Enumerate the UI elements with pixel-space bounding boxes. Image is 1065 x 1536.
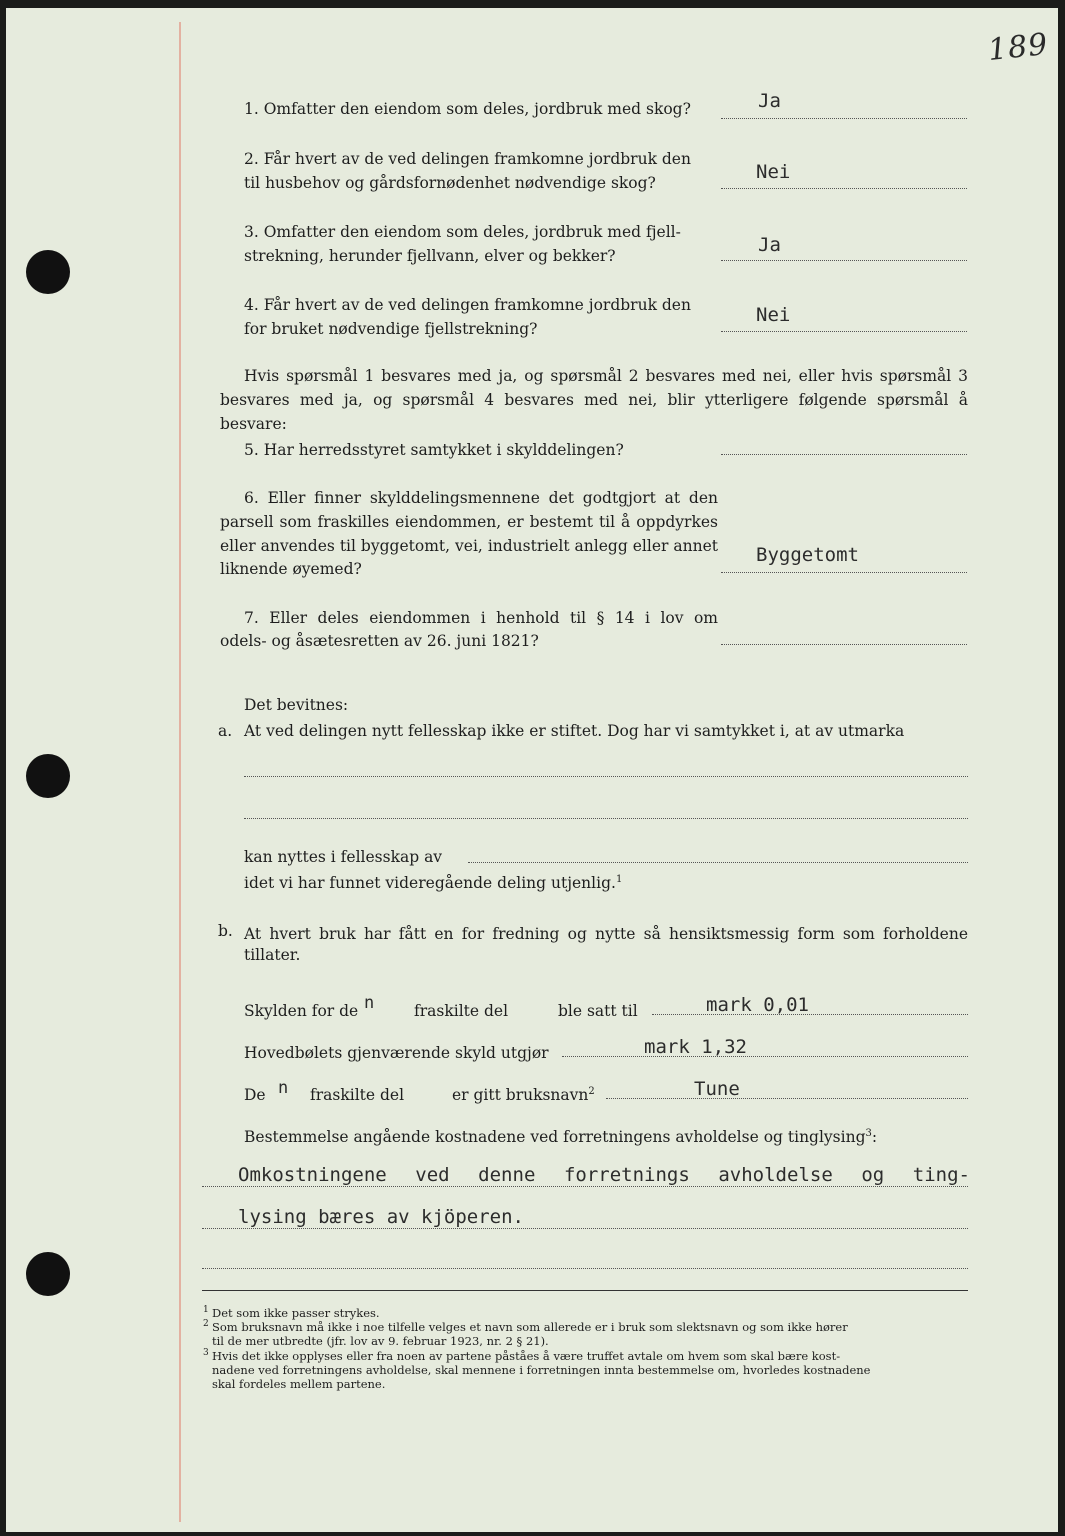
question-2-line-2: til husbehov og gårdsfornødenhet nødvendige skog? [244,174,656,192]
margin-line [179,22,181,1522]
item-a-text: At ved delingen nytt fellesskap ikke er stiftet. Dog har vi samtykket i, at av utmarka [244,722,905,740]
answer-line [721,260,967,261]
question-2-line-1: 2. Får hvert av de ved delingen framkomne jordbruk den [244,150,691,168]
answer-2: Nei [756,161,791,183]
answer-line [721,331,967,332]
fraskilte-label: fraskilte del [414,1002,509,1020]
footnote-2: 2 Som bruksnavn må ikke i noe tilfelle velges et navn som allerede er i bruk som slektsnavn og som ikke hører til de mer utbredte (jfr. lov av 9. februar 1923, nr. 2 § 21). [203,1319,848,1348]
handwritten-n: n [278,1078,289,1098]
item-b-letter: b. [218,922,233,940]
answer-line [721,454,967,455]
question-6-line-3: eller anvendes til byggetomt, vei, industrielt anlegg eller annet [220,537,718,555]
hovedbol-label: Hovedbølets gjenværende skyld utgjør [244,1044,549,1062]
item-a-line-2: kan nyttes i fellesskap av [244,848,443,866]
question-6-line-1: 6. Eller finner skylddelingsmennene det godtgjort at den [244,489,718,507]
question-4-line-1: 4. Får hvert av de ved delingen framkomne jordbruk den [244,296,691,314]
bruksnavn-value: Tune [694,1078,740,1100]
answer-6: Byggetomt [756,544,859,566]
punch-hole [26,754,70,798]
question-3-line-2: strekning, herunder fjellvann, elver og bekker? [244,247,616,265]
page-number: 189 [986,26,1050,69]
footnote-1: 1 Det som ikke passer strykes. [203,1305,380,1320]
bruksnavn-label: er gitt bruksnavn$^2$ [452,1086,595,1105]
condition-line-1: Hvis spørsmål 1 besvares med ja, og spørsmål 2 besvares med nei, eller hvis spørsmål 3 [244,367,968,385]
condition-line-2: besvares med ja, og spørsmål 4 besvares med nei, blir ytterligere følgende spørsmål å besvare: [220,391,968,433]
punch-hole [26,250,70,294]
de-label: De [244,1086,266,1104]
item-b-line-2: tillater. [244,946,301,964]
question-3-line-1: 3. Omfatter den eiendom som deles, jordbruk med fjell- [244,223,681,241]
answer-line [721,188,967,189]
answer-line [721,572,967,573]
question-4-line-2: for bruket nødvendige fjellstrekning? [244,320,538,338]
answer-line [721,118,967,119]
skyld-value: mark 0,01 [706,994,809,1016]
kostnad-label: Bestemmelse angående kostnadene ved forretningens avholdelse og tinglysing$^3$: [244,1128,878,1147]
footnote-rule [202,1290,968,1291]
question-1: 1. Omfatter den eiendom som deles, jordbruk med skog? [244,100,691,118]
blank-line [202,1186,968,1187]
footnote-3: 3 Hvis det ikke opplyses eller fra noen av partene påståes å være truffet avtale om hvem som skal bære kost- nadene ved forretningens avholdelse, skal mennene i forretningen innta bestemmelse om, hvorledes kostnadene skal fordeles mellem partene. [203,1348,871,1391]
punch-hole [26,1252,70,1296]
kostnad-text-line-1: Omkostningene ved denne forretnings avholdelse og ting- [238,1164,970,1186]
answer-1: Ja [758,90,781,112]
handwritten-n: n [364,993,375,1013]
hovedbol-value: mark 1,32 [644,1036,747,1058]
skyld-label: Skylden for de [244,1002,359,1020]
blank-line [468,862,968,863]
fraskilte-del-label: fraskilte del [310,1086,405,1104]
blank-line [202,1228,968,1229]
question-6-line-2: parsell som fraskilles eiendommen, er bestemt til å oppdyrkes [220,513,718,531]
question-7-line-1: 7. Eller deles eiendommen i henhold til § 14 i lov om [244,609,718,627]
answer-3: Ja [758,234,781,256]
answer-line [721,644,967,645]
question-7-line-2: odels- og åsætesretten av 26. juni 1821? [220,632,539,650]
blank-line [244,818,968,819]
bevitnes-heading: Det bevitnes: [244,696,349,714]
question-6-line-4: liknende øyemed? [220,560,362,578]
item-a-letter: a. [218,722,233,740]
kostnad-text-line-2: lysing bæres av kjöperen. [238,1206,524,1228]
item-b-line-1: At hvert bruk har fått en for fredning og nytte så hensiktsmessig form som forholdene [244,925,968,943]
blank-line [202,1268,968,1269]
item-a-line-3: idet vi har funnet videregående deling utjenlig.$^1$ [244,874,623,893]
answer-line [606,1098,968,1099]
question-5: 5. Har herredsstyret samtykket i skylddelingen? [244,441,624,459]
answer-4: Nei [756,304,791,326]
document-page [6,8,1058,1532]
answer-line [652,1014,968,1015]
blank-line [244,776,968,777]
answer-line [562,1056,968,1057]
satt-til-label: ble satt til [558,1002,638,1020]
